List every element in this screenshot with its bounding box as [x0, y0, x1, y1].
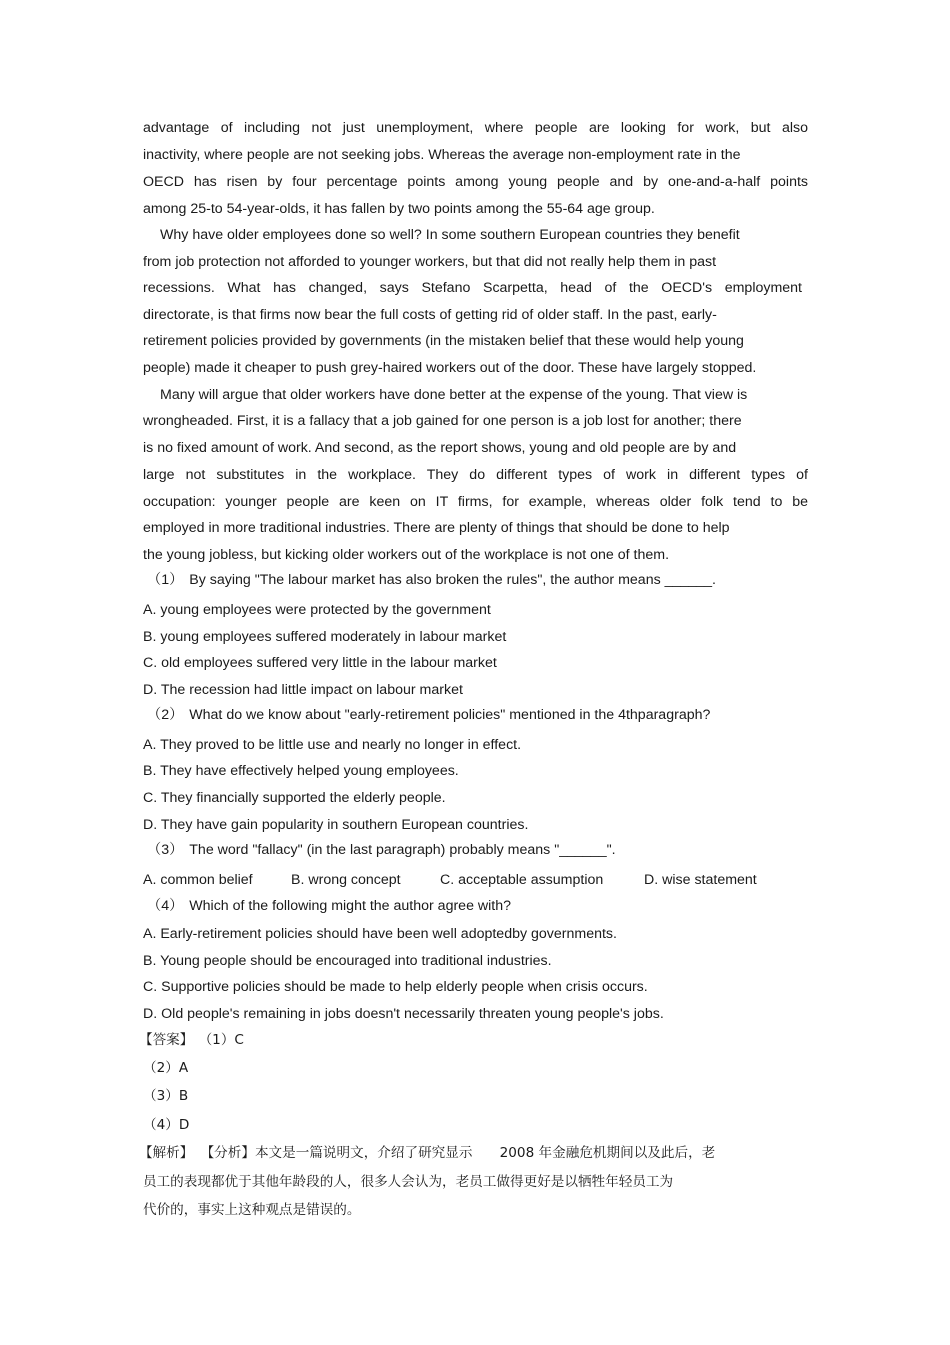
answer-row	[139, 1030, 804, 1050]
q3-option-a: A. common belief	[143, 872, 253, 888]
question-number: （3）	[147, 842, 184, 858]
q4-option-c: C. Supportive policies should be made to help elderly people when crisis occurs.	[143, 979, 648, 995]
q1-option-a: A. young employees were protected by the government	[143, 602, 491, 618]
q4-option-d: D. Old people's remaining in jobs doesn't necessarily threaten young people's jobs.	[143, 1006, 664, 1022]
q3-option-d: D. wise statement	[644, 872, 757, 888]
question-number: （4）	[147, 898, 184, 914]
paragraph-3-line-4: large not substitutes in the workplace. They do different types of work in different types of	[143, 467, 808, 483]
q4-option-a: A. Early-retirement policies should have been well adoptedby governments.	[143, 926, 617, 942]
paragraph-3-line-1: Many will argue that older workers have done better at the expense of the young. That view is	[160, 387, 748, 403]
answer-3: （3）B	[143, 1088, 189, 1104]
question-number: （1）	[147, 572, 184, 588]
paragraph-3-line-5: occupation: younger people are keen on IT firms, for example, whereas older folk tend to be	[143, 494, 808, 510]
paragraph-2-line-2: from job protection not afforded to younger workers, but that did not really help them in past	[143, 254, 717, 270]
analysis-line-1: 【分析】本文是一篇说明文，介绍了研究显示 2008 年金融危机期间以及此后，老	[207, 1145, 716, 1161]
paragraph-3-line-6: employed in more traditional industries. There are plenty of things that should be done to help	[143, 520, 730, 536]
answer-4: （4）D	[143, 1117, 190, 1133]
q2-option-b: B. They have effectively helped young employees.	[143, 763, 459, 779]
q2-option-a: A. They proved to be little use and nearly no longer in effect.	[143, 737, 522, 753]
question-1	[147, 570, 812, 590]
analysis-row	[139, 1143, 804, 1163]
answer-label: 【答案】	[139, 1032, 194, 1048]
question-text: The word "fallacy" (in the last paragraph) probably means "______".	[189, 842, 616, 858]
q1-option-c: C. old employees suffered very little in the labour market	[143, 655, 497, 671]
q1-option-b: B. young employees suffered moderately in labour market	[143, 629, 507, 645]
question-text: What do we know about "early-retirement policies" mentioned in the 4thparagraph?	[189, 707, 711, 723]
paragraph-2-line-6: people) made it cheaper to push grey-haired workers out of the door. These have largely stopped.	[143, 360, 757, 376]
question-3	[147, 840, 812, 860]
paragraph-2-line-1: Why have older employees done so well? In some southern European countries they benefit	[160, 227, 740, 243]
question-text: By saying "The labour market has also broken the rules", the author means ______.	[189, 572, 716, 588]
q1-option-d: D. The recession had little impact on labour market	[143, 682, 463, 698]
q3-option-b: B. wrong concept	[291, 872, 401, 888]
question-2	[147, 705, 812, 725]
analysis-line-3: 代价的，事实上这种观点是错误的。	[143, 1202, 361, 1218]
q3-options-row	[143, 870, 808, 890]
paragraph-1-line-4: among 25-to 54-year-olds, it has fallen by two points among the 55-64 age group.	[143, 201, 655, 217]
q2-option-c: C. They financially supported the elderly people.	[143, 790, 446, 806]
paragraph-3-line-3: is no fixed amount of work. And second, as the report shows, young and old people are by and	[143, 440, 737, 456]
paragraph-1-line-3: OECD has risen by four percentage points among young people and by one-and-a-half points	[143, 174, 808, 190]
q3-option-c: C. acceptable assumption	[440, 872, 604, 888]
paragraph-3-line-2: wrongheaded. First, it is a fallacy that a job gained for one person is a job lost for another; there	[143, 413, 742, 429]
q2-option-d: D. They have gain popularity in southern European countries.	[143, 817, 529, 833]
question-4	[147, 896, 812, 916]
paragraph-2-line-4: directorate, is that firms now bear the full costs of getting rid of older staff. In the past, early-	[143, 307, 717, 323]
paragraph-1-line-2: inactivity, where people are not seeking jobs. Whereas the average non-employment rate in the	[143, 147, 741, 163]
analysis-label: 【解析】	[139, 1145, 194, 1161]
question-number: （2）	[147, 707, 184, 723]
paragraph-1-line-1: advantage of including not just unemployment, where people are looking for work, but also	[143, 120, 808, 136]
answer-2: （2）A	[143, 1060, 189, 1076]
paragraph-2-line-5: retirement policies provided by governments (in the mistaken belief that these would help young	[143, 333, 744, 349]
paragraph-2-line-3: recessions. What has changed, says Stefano Scarpetta, head of the OECD's employment	[143, 280, 802, 296]
analysis-line-2: 员工的表现都优于其他年龄段的人，很多人会认为，老员工做得更好是以牺牲年轻员工为	[143, 1174, 674, 1190]
q4-option-b: B. Young people should be encouraged into traditional industries.	[143, 953, 552, 969]
question-text: Which of the following might the author agree with?	[189, 898, 512, 914]
paragraph-3-line-7: the young jobless, but kicking older workers out of the workplace is not one of them.	[143, 547, 670, 563]
answer-1: （1）C	[205, 1032, 244, 1048]
